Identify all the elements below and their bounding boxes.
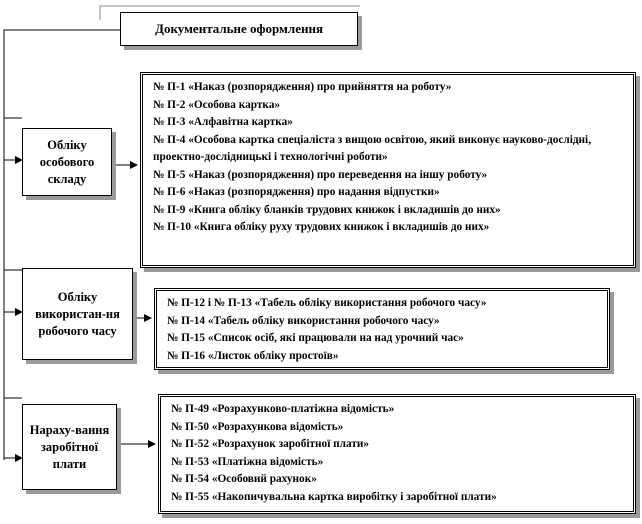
document-item: № П-1 «Наказ (розпорядження) про прийняття на роботу» — [153, 81, 452, 93]
document-item: № П-54 «Особовий рахунок» — [171, 473, 317, 485]
document-item: № П-15 «Список осіб, які працювали на над урочний час» — [167, 332, 464, 344]
document-item: № П-9 «Книга обліку бланків трудових книжок і вкладишів до них» — [153, 203, 501, 216]
document-item: № П-50 «Розрахункова відомість» — [171, 420, 344, 433]
document-list — [153, 79, 623, 237]
spine-connector — [4, 30, 120, 460]
document-item: № П-3 «Алфавітна картка» — [153, 116, 293, 128]
document-item: № П-10 «Книга обліку руху трудових книжок і вкладишів до них» — [153, 221, 490, 233]
category-box-working-time — [22, 268, 133, 360]
document-list — [167, 295, 597, 365]
category-box-personnel — [22, 128, 112, 196]
document-item: № П-16 «Листок обліку простоїв» — [167, 349, 339, 362]
document-item: № П-12 і № П-13 «Табель обліку використання робочого часу» — [167, 297, 487, 309]
document-item: № П-14 «Табель обліку використання робочого часу» — [167, 314, 440, 327]
document-item: № П-53 «Платіжна відомість» — [171, 455, 324, 468]
diagram-title: Документальне оформлення — [155, 21, 323, 36]
document-item: № П-49 «Розрахунково-платіжна відомість» — [171, 403, 395, 415]
document-item: № П-5 «Наказ (розпорядження) про переведення на іншу роботу» — [153, 168, 488, 181]
category-label: Обліку особового складу — [39, 137, 95, 186]
document-item: № П-4 «Особова картка спеціаліста з вищою освітою, який виконує науково-дослідні, проектно-дослідницькі і технологічні роботи» — [153, 133, 592, 163]
document-item: № П-2 «Особова картка» — [153, 98, 281, 111]
category-label: Нараху-вання заробітної плати — [29, 422, 110, 471]
list-box-personnel — [140, 72, 636, 268]
document-item: № П-6 «Наказ (розпорядження) про надання відпустки» — [153, 186, 440, 198]
category-box-payroll — [22, 404, 117, 490]
document-list — [171, 401, 623, 506]
document-item: № П-55 «Накопичувальна картка виробітку і заробітної плати» — [171, 490, 497, 503]
category-label: Обліку використан-ня робочого часу — [35, 289, 120, 338]
title-box — [120, 12, 358, 46]
document-item: № П-52 «Розрахунок заробітної плати» — [171, 438, 370, 450]
list-box-payroll — [158, 394, 636, 514]
list-box-working-time — [154, 288, 610, 370]
